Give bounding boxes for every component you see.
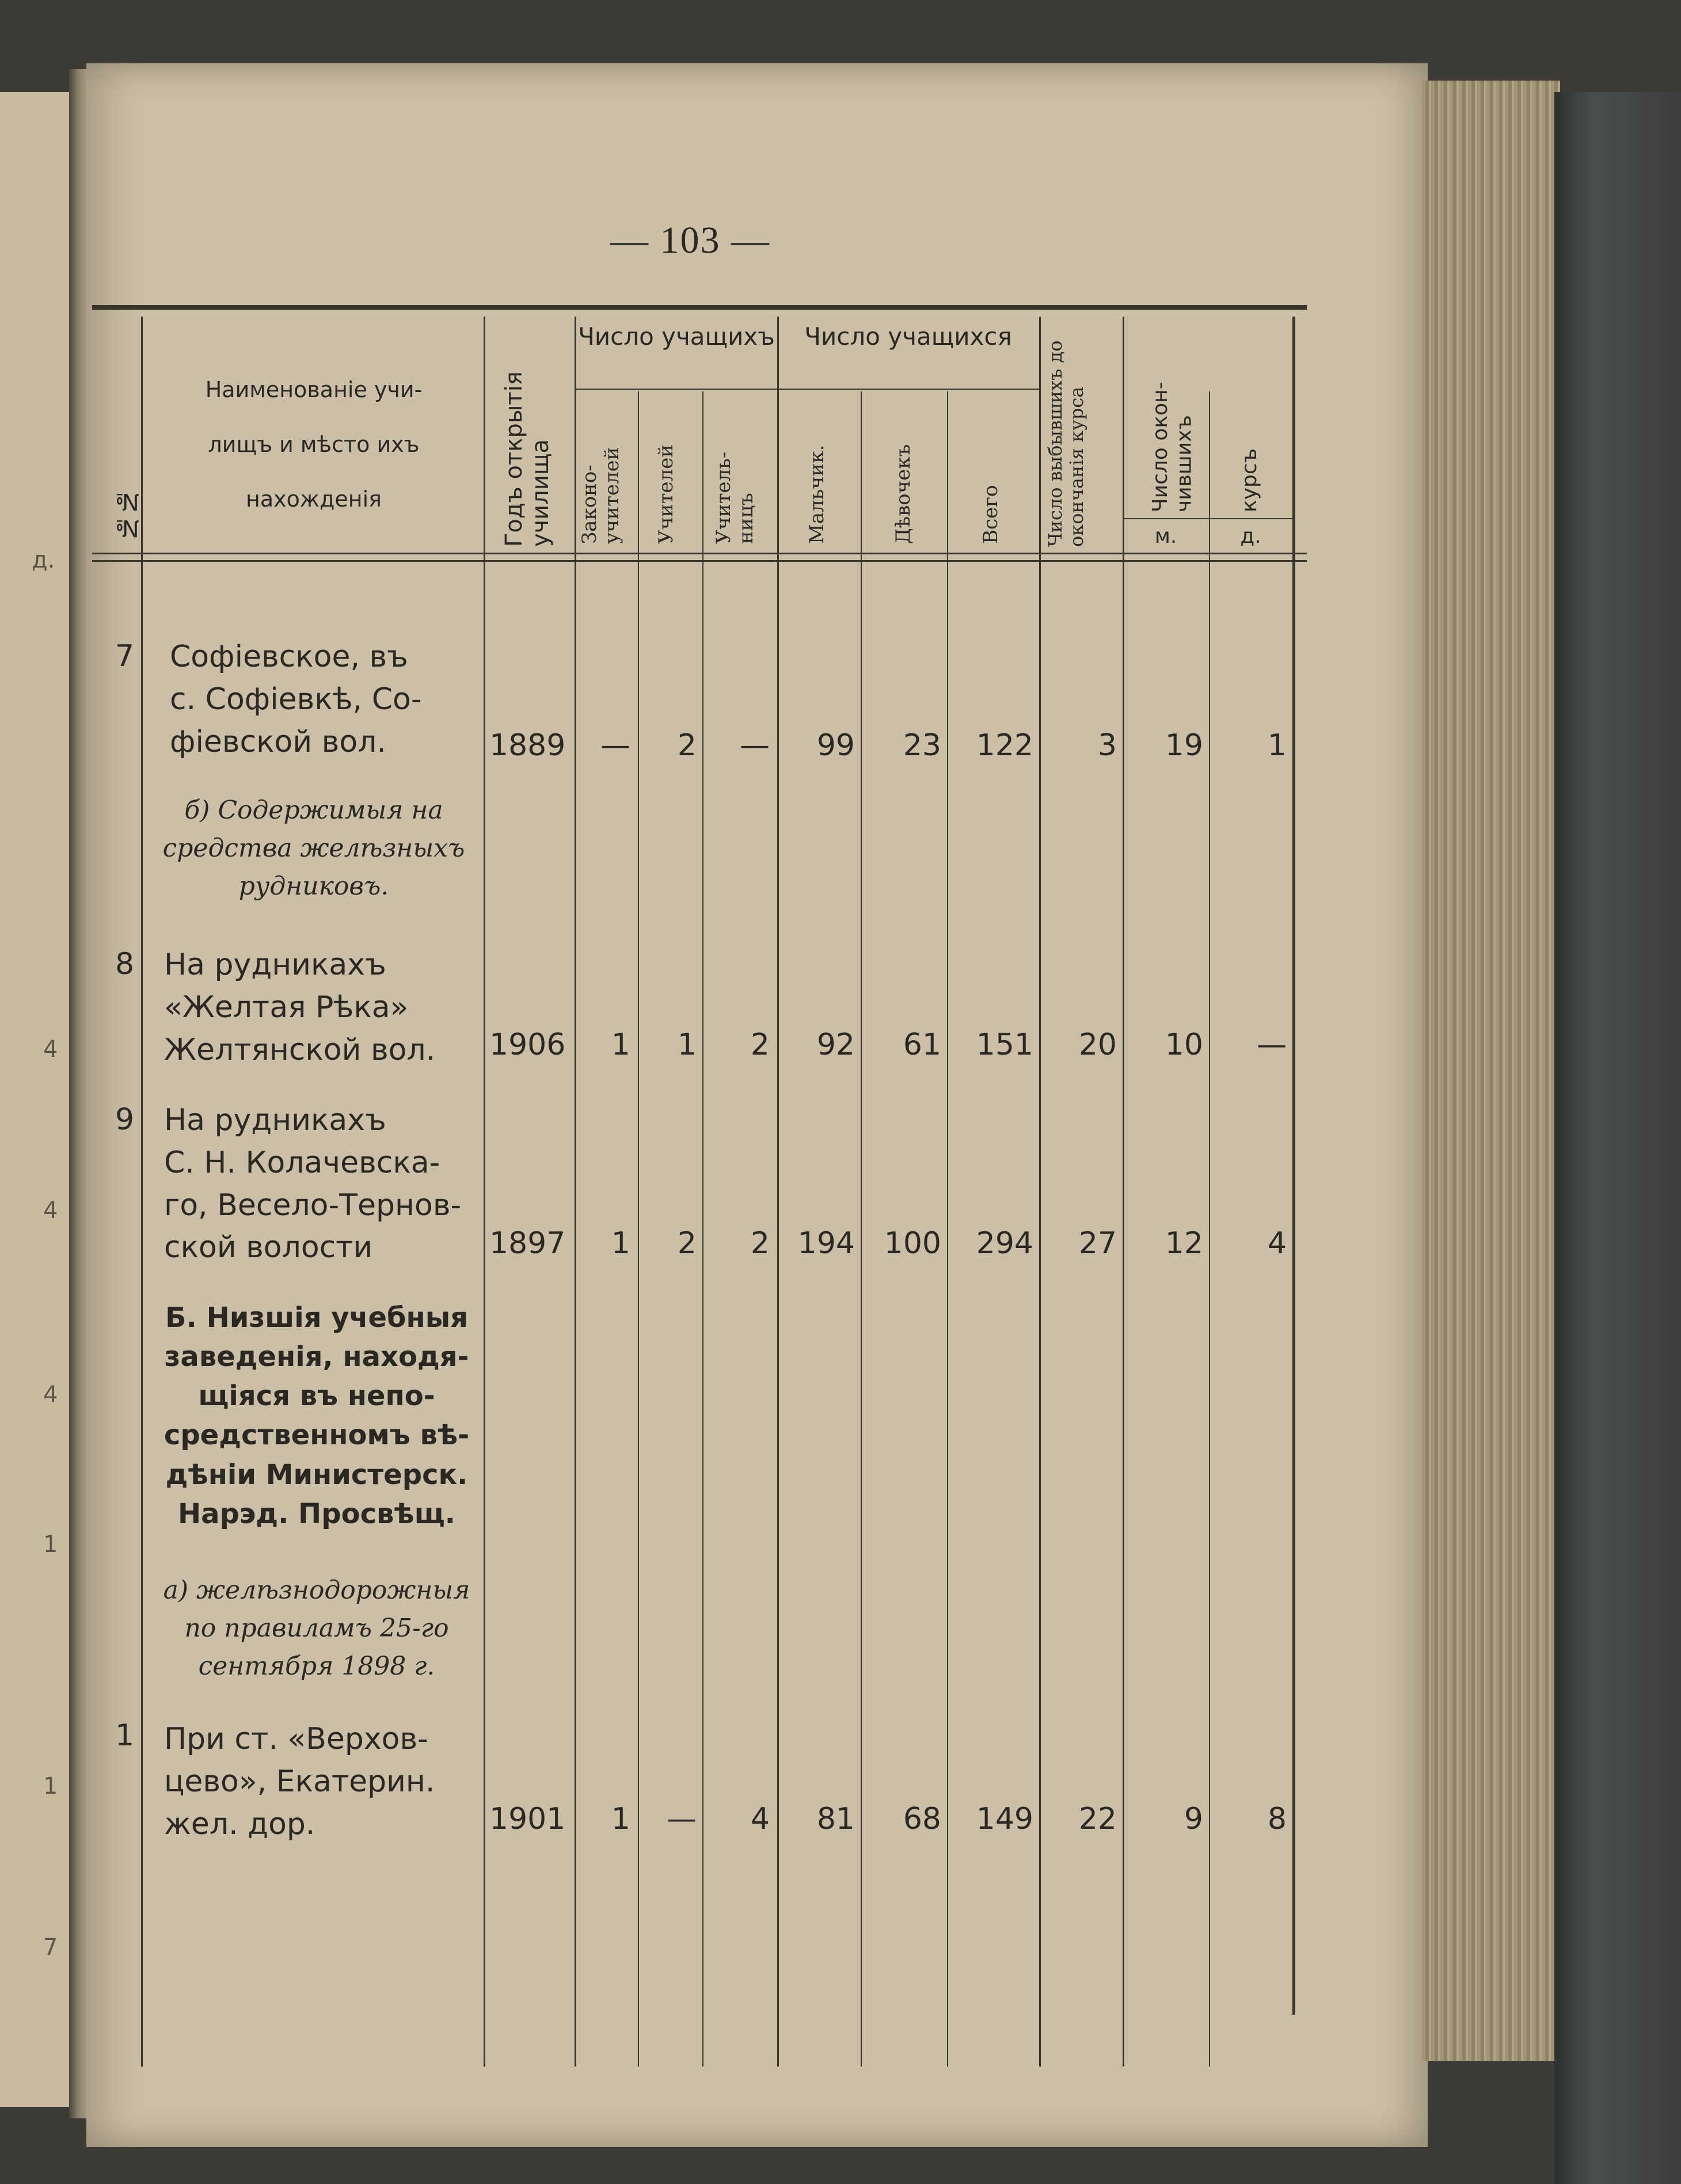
section-line: заведенія, находя-	[164, 1341, 469, 1373]
finished-male-cell: 10	[1165, 1028, 1203, 1062]
left-page-fragment: 1	[43, 1531, 58, 1558]
group-rule	[1123, 518, 1292, 519]
subsection-b-title	[144, 792, 484, 905]
subsection-line: б) Содержимыя на	[184, 796, 443, 825]
statistics-table	[109, 305, 1300, 2067]
dropped-cell: 27	[1078, 1226, 1117, 1261]
left-page-fragment: 4	[43, 1382, 58, 1408]
page-number: — 103 —	[610, 219, 770, 261]
finished-female-cell: 4	[1267, 1226, 1287, 1261]
zakono-cell: 1	[611, 1802, 630, 1836]
boys-header: Мальчик.	[805, 444, 828, 544]
zakono-header: Законо- учителей	[578, 447, 624, 544]
zakono-cell: —	[600, 728, 630, 763]
school-name: На рудникахъ С. Н. Колачевска- го, Весело-Тернов- ской волости	[164, 1103, 462, 1265]
section-line: дѣніи Министерск.	[165, 1458, 468, 1491]
row-number: 8	[115, 947, 135, 981]
male-header: м.	[1154, 524, 1177, 548]
subsection-a-title	[144, 1572, 489, 1685]
girls-header: Дѣвочекъ	[892, 444, 915, 544]
finished-male-cell: 12	[1165, 1226, 1203, 1261]
female-teachers-cell: 4	[750, 1802, 770, 1836]
section-line: Б. Низшія учебныя	[165, 1302, 468, 1334]
female-teachers-header: Учитель- ницъ	[712, 451, 758, 544]
left-page-fragment: 4	[43, 1197, 58, 1224]
year-cell: 1901	[489, 1802, 566, 1836]
section-line: средственномъ вѣ-	[163, 1419, 470, 1452]
boys-cell: 194	[797, 1226, 855, 1261]
school-name: При ст. «Верхов- цево», Екатерин. жел. дор.	[164, 1722, 435, 1841]
zakono-cell: 1	[611, 1226, 630, 1261]
school-name: На рудникахъ «Желтая Рѣка» Желтянской вол.	[164, 948, 436, 1067]
row-number: 7	[115, 639, 135, 674]
female-header: д.	[1240, 524, 1261, 548]
total-cell: 151	[976, 1028, 1033, 1062]
top-rule	[92, 305, 1307, 310]
teachers-cell: 1	[677, 1028, 697, 1062]
column-rule	[141, 317, 143, 2067]
finished-female-cell: —	[1257, 1028, 1287, 1062]
finished-header: Число окон- чившихъ	[1148, 382, 1196, 512]
dropped-cell: 3	[1097, 728, 1117, 763]
boys-cell: 92	[816, 1028, 855, 1062]
teachers-cell: 2	[677, 1226, 697, 1261]
name-header	[144, 363, 484, 527]
finished-female-cell: 1	[1267, 728, 1287, 763]
name-header-line: нахожденія	[245, 486, 382, 512]
left-page-fragment: 4	[43, 1036, 58, 1063]
subsection-line: средства желѣзныхъ	[162, 834, 465, 863]
subsection-line: по правиламъ 25-го	[184, 1614, 449, 1643]
teachers-cell: —	[667, 1802, 697, 1836]
header-rule	[92, 553, 1307, 554]
girls-cell: 61	[903, 1028, 941, 1062]
female-teachers-cell: 2	[750, 1028, 770, 1062]
header-rule	[92, 560, 1307, 562]
name-header-line: лищъ и мѣсто ихъ	[208, 432, 420, 457]
left-page-fragment: 1	[43, 1773, 58, 1799]
teachers-cell: 2	[677, 728, 697, 763]
column-rule	[1292, 317, 1295, 2015]
column-rule	[484, 317, 485, 2067]
subsection-line: рудниковъ.	[238, 872, 389, 901]
boys-cell: 81	[816, 1802, 855, 1836]
subsection-line: сентября 1898 г.	[198, 1652, 435, 1681]
previous-page-edge	[0, 92, 80, 2107]
girls-cell: 100	[884, 1226, 941, 1261]
total-cell: 294	[976, 1226, 1033, 1261]
total-header: Всего	[979, 485, 1002, 544]
number-header: №№	[114, 488, 140, 541]
total-cell: 149	[976, 1802, 1033, 1836]
row-number: 1	[115, 1718, 135, 1753]
teachers-header: Учителей	[655, 444, 678, 544]
girls-cell: 68	[903, 1802, 941, 1836]
subsection-line: а) желѣзнодорожныя	[163, 1576, 470, 1605]
female-teachers-cell: 2	[750, 1226, 770, 1261]
left-page-fragment: д.	[32, 547, 55, 573]
school-name: Софіевское, въ с. Софіевкѣ, Со- фіевской вол.	[170, 640, 422, 759]
page-edges	[1422, 81, 1560, 2061]
name-header-line: Наименованіе учи-	[205, 377, 423, 402]
year-cell: 1889	[489, 728, 566, 763]
group-rule	[777, 389, 1039, 390]
female-teachers-cell: —	[740, 728, 770, 763]
finished-male-cell: 9	[1184, 1802, 1203, 1836]
left-page-fragment: 7	[43, 1934, 58, 1961]
students-group-header: Число учащихся	[804, 322, 1012, 351]
book-cover	[1554, 92, 1681, 2184]
year-cell: 1897	[489, 1226, 566, 1261]
section-line: щіяся въ непо-	[198, 1380, 435, 1413]
boys-cell: 99	[816, 728, 855, 763]
course-header: курсъ	[1238, 448, 1261, 512]
finished-female-cell: 8	[1267, 1802, 1287, 1836]
year-header: Годъ открытія училища	[501, 371, 554, 547]
girls-cell: 23	[903, 728, 941, 763]
dropped-cell: 20	[1078, 1028, 1117, 1062]
year-cell: 1906	[489, 1028, 566, 1062]
group-rule	[576, 389, 777, 390]
dropped-cell: 22	[1078, 1802, 1117, 1836]
dropped-header: Число выбывшихъ до окончанія курса	[1044, 340, 1087, 547]
finished-male-cell: 19	[1165, 728, 1203, 763]
section-b-title	[144, 1298, 489, 1534]
teachers-group-header: Число учащихъ	[578, 322, 775, 351]
row-number: 9	[115, 1102, 135, 1137]
section-line: Нарэд. Просвѣщ.	[177, 1497, 456, 1530]
zakono-cell: 1	[611, 1028, 630, 1062]
total-cell: 122	[976, 728, 1033, 763]
